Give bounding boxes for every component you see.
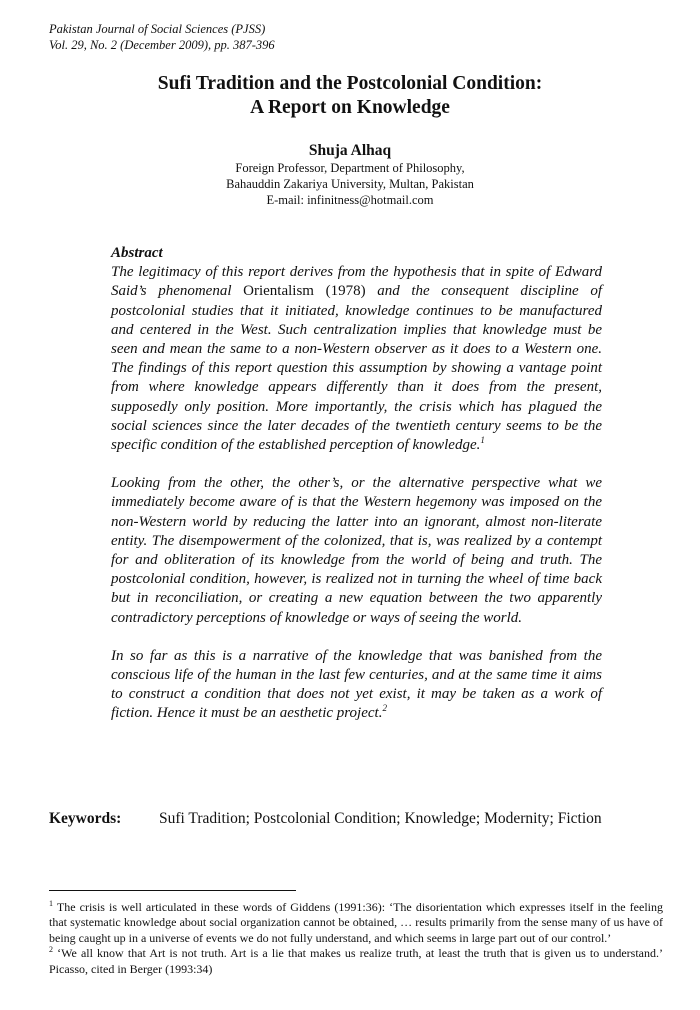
abstract-paragraph-2: Looking from the other, the other’s, or the alternative perspective what we immediately become aware of is that the Western hegemony was imposed on the non-Western world by reducing the latter into an ignorant, almost non-literate entity. The disempowerment of the colonized, that is, was realized by a contempt for and obliteration of its knowledge from the world of being and truth. The postcolonial condition, however, is realized not in turning the wheel of time back but in reconciliation, or creating a new equation between the two apparently contradictory perceptions of knowledge or ways of seeing the world.: [111, 475, 602, 626]
footnote-2: [49, 946, 663, 977]
author-email: E-mail: infinitness@hotmail.com: [266, 193, 434, 207]
footnote-1: [49, 900, 663, 946]
abstract-p1-text-a: The legitimacy of this report derives from the hypothesis that in spite of Edward Said’s phenomenal: [111, 264, 602, 300]
abstract-paragraph-1: [111, 263, 602, 455]
footnote-text-1: The crisis is well articulated in these words of Giddens (1991:36): ‘The disorientation which expresses itself in the feeling that systematic knowledge about social organization cannot be obtained, … results primarily from the sense many of us have of being caught up in a universe of events we do not fully understand, and which seems in large part out of our control.’: [49, 900, 663, 945]
journal-header: [49, 21, 275, 53]
abstract-p3-text: In so far as this is a narrative of the knowledge that was banished from the conscious life of the human in the last few centuries, and at the same time it aims to construct a condition that does not yet exist, it may be taken as a work of fiction. Hence it must be an aesthetic project.: [111, 647, 602, 722]
footnote-number-2: 2: [49, 945, 53, 955]
abstract-p1-cited-work: Orientalism (1978): [243, 283, 366, 300]
author-name: Shuja Alhaq: [308, 142, 392, 159]
author-block: [0, 141, 700, 208]
author-position: Foreign Professor, Department of Philosophy,: [235, 161, 465, 175]
keywords-text: Sufi Tradition; Postcolonial Condition; Knowledge; Modernity; Fiction: [159, 810, 602, 827]
footnote-ref-1[interactable]: 1: [480, 435, 485, 446]
abstract-p1-text-b: and the consequent discipline of postcolonial studies that it initiated, knowledge continues to be manufactured and centered in the West. Such centralization implies that knowledge must be seen and mean the same to a non-Western observer as it does to a Western one. The findings of this report question this assumption by showing a vantage point from where knowledge appears differently than it does from the present, supposedly only position. More importantly, the crisis which has plagued the social sciences since the later decades of the twentieth century seems to be the specific condition of the established perception of knowledge.: [111, 283, 602, 454]
footnote-number-1: 1: [49, 899, 53, 908]
footnote-ref-2[interactable]: 2: [382, 703, 387, 714]
abstract-section: [111, 244, 602, 743]
footnote-divider: [49, 890, 296, 891]
abstract-heading: Abstract: [111, 245, 163, 261]
title-line-1: Sufi Tradition and the Postcolonial Condition:: [157, 73, 543, 94]
author-institution: Bahauddin Zakariya University, Multan, Pakistan: [226, 177, 474, 191]
journal-volume: Vol. 29, No. 2 (December 2009), pp. 387-396: [49, 38, 275, 52]
paper-title: [0, 72, 700, 120]
title-line-2: A Report on Knowledge: [250, 97, 450, 118]
footnote-text-2: ‘We all know that Art is not truth. Art is a lie that makes us realize truth, at least the truth that is given us to understand.’ Picasso, cited in Berger (1993:34): [49, 946, 663, 976]
abstract-paragraph-3: [111, 647, 602, 724]
keywords-label: Keywords:: [49, 810, 122, 827]
footnotes-section: [49, 900, 663, 977]
keywords-line: [49, 809, 602, 829]
journal-name: Pakistan Journal of Social Sciences (PJSS): [49, 22, 266, 36]
